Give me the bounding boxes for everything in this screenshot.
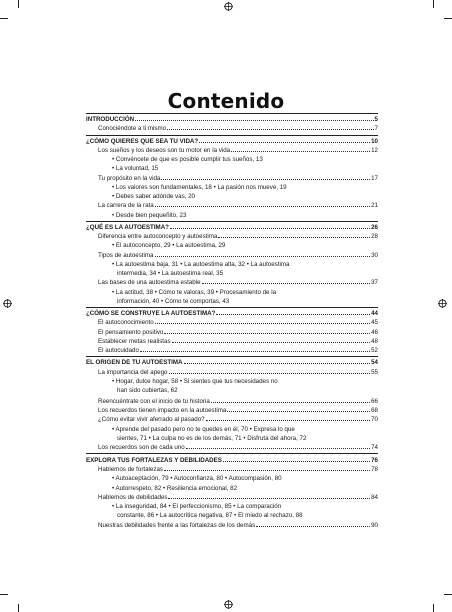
toc-entry-label: Conociéndote a ti mismo — [98, 125, 167, 133]
leader-dots — [167, 128, 373, 130]
toc-subtopic-line — [86, 241, 378, 250]
toc-page-number: 48 — [371, 337, 378, 345]
toc-section-heading — [86, 223, 378, 232]
toc-subtopic-line — [86, 386, 378, 395]
toc-chapter-entry — [86, 174, 378, 183]
toc-entry-label: ¿CÓMO SE CONSTRUYE LA AUTOESTIMA? — [86, 310, 216, 317]
registration-mark-top-icon — [224, 2, 233, 11]
toc-chapter-entry — [86, 337, 378, 346]
toc-entry-label: ¿QUÉ ES LA AUTOESTIMA? — [86, 223, 169, 231]
toc-entry-label: • Debes saber adónde vas, 20 — [112, 193, 196, 200]
leader-dots — [164, 469, 370, 471]
section-divider — [86, 113, 378, 114]
toc-chapter-entry — [86, 124, 378, 133]
toc-entry-label: Reencuéntrate con el inicio de tu historia — [98, 397, 210, 405]
leader-dots — [140, 350, 370, 352]
crop-mark-icon — [433, 0, 434, 8]
toc-section-heading — [86, 358, 378, 367]
toc-entry-label: Los recuerdos tienen impacto en la autoestima — [98, 407, 227, 414]
toc-entry-label: • La voluntad, 15 — [112, 165, 159, 173]
toc-page-number: 84 — [371, 493, 378, 501]
toc-chapter-entry — [86, 465, 378, 474]
toc-entry-label: ¿Cómo evitar vivir aferrado al pasado? — [98, 416, 205, 424]
leader-dots — [218, 236, 370, 238]
crop-mark-icon — [433, 604, 434, 612]
toc-entry-label: Tu propósito en la vida — [98, 174, 161, 182]
toc-subtopic-line — [86, 288, 378, 297]
toc-entry-label: EL ORIGEN DE TU AUTOESTIMA — [86, 359, 183, 367]
toc-section-heading — [86, 456, 378, 465]
section-divider — [86, 221, 378, 222]
leader-dots — [216, 313, 370, 315]
leader-dots — [186, 447, 370, 449]
toc-chapter-entry — [86, 232, 378, 241]
toc-entry-label: Hablemos de fortalezas — [98, 466, 164, 473]
toc-page-number: 7 — [374, 125, 378, 133]
toc-page-number: 74 — [371, 444, 378, 451]
toc-entry-label: sientes, 71 • La culpa no es de los demás, 71 • Disfruta del ahora, 72 — [117, 434, 307, 442]
toc-page-number: 17 — [371, 174, 378, 182]
toc-chapter-entry — [86, 328, 378, 337]
page-title: Contenido — [167, 89, 285, 114]
toc-entry-label: Hablemos de debilidades — [98, 493, 168, 501]
toc-entry-label: EXPLORA TUS FORTALEZAS Y DEBILIDADES — [86, 456, 222, 464]
registration-mark-bottom-icon — [224, 600, 233, 609]
crop-mark-icon — [18, 0, 19, 8]
toc-entry-label: información, 40 • Cómo te comportas, 43 — [117, 297, 230, 305]
toc-page-number: 76 — [371, 456, 378, 464]
toc-entry-label: Establecer metas realistas — [98, 337, 171, 345]
toc-chapter-entry — [86, 201, 378, 210]
toc-entry-label: El autocuidado — [98, 347, 139, 354]
toc-entry-label: • Aprende del pasado pero no te quedes en él, 70 • Expresa lo que — [112, 425, 295, 433]
toc-entry-label: • La inseguridad, 84 • El perfeccionismo, 85 • La comparación — [112, 503, 282, 510]
section-divider — [86, 135, 378, 136]
leader-dots — [202, 282, 371, 284]
toc-page-number: 5 — [374, 116, 378, 123]
toc-page-number: 90 — [371, 521, 378, 529]
toc-entry-label: • La actitud, 38 • Cómo te valoras, 39 • Procesamiento de la — [112, 288, 277, 296]
toc-entry-label: • Autoaceptación, 79 • Autoconfianza, 80 • Autocompasión, 80 — [112, 475, 282, 483]
toc-entry-label: Los recuerdos son de cada uno — [98, 444, 185, 451]
toc-chapter-entry — [86, 406, 378, 415]
toc-subtopic-line — [86, 269, 378, 278]
toc-entry-label: ¿CÓMO QUIERES QUE SEA TU VIDA? — [86, 137, 199, 145]
toc-subtopic-line — [86, 502, 378, 511]
leader-dots — [211, 401, 370, 403]
registration-mark-left-icon — [3, 299, 12, 308]
toc-entry-label: intermedia, 34 • La autoestima real, 35 — [117, 270, 224, 277]
toc-page-number: 52 — [371, 347, 378, 354]
toc-entry-label: Nuestras debilidades frente a las fortalezas de los demás — [98, 521, 256, 529]
toc-entry-label: • La autoestima baja, 31 • La autoestima alta, 32 • La autoestima — [112, 260, 290, 268]
toc-page-number: 46 — [371, 328, 378, 336]
toc-entry-label: • Autorrespeto, 82 • Resiliencia emocional, 82 — [112, 484, 238, 492]
table-of-contents — [86, 112, 378, 530]
crop-mark-icon — [444, 594, 452, 595]
toc-subtopic-line — [86, 474, 378, 483]
toc-entry-label: Las bases de una autoestima estable — [98, 279, 201, 287]
leader-dots — [155, 322, 370, 324]
toc-page-number: 28 — [371, 233, 378, 240]
toc-page-number: 55 — [371, 368, 378, 376]
toc-chapter-entry — [86, 368, 378, 377]
toc-section-heading — [86, 137, 378, 146]
toc-page-number: 78 — [371, 466, 378, 473]
toc-page-number: 30 — [371, 251, 378, 259]
leader-dots — [184, 362, 371, 364]
toc-page-number: 26 — [371, 223, 378, 231]
toc-entry-label: La carrera de la rata — [98, 202, 154, 210]
leader-dots — [169, 372, 371, 374]
toc-entry-label: Diferencia entre autoconcepto y autoestima — [98, 233, 218, 240]
crop-mark-icon — [0, 594, 8, 595]
section-divider — [86, 307, 378, 308]
toc-chapter-entry — [86, 278, 378, 287]
toc-entry-label: han sido cubiertas, 62 — [117, 387, 178, 394]
toc-subtopic-line — [86, 192, 378, 201]
toc-chapter-entry — [86, 443, 378, 452]
toc-entry-label: • Desde bien pequeñito, 23 — [112, 211, 187, 219]
leader-dots — [199, 141, 370, 143]
toc-page-number: 68 — [371, 407, 378, 414]
leader-dots — [223, 460, 370, 462]
leader-dots — [164, 332, 370, 334]
crop-mark-icon — [444, 18, 452, 19]
toc-entry-label: Los sueños y los deseos son tu motor en la vida — [98, 146, 231, 154]
toc-chapter-entry — [86, 397, 378, 406]
leader-dots — [256, 525, 370, 527]
toc-subtopic-line — [86, 425, 378, 434]
toc-chapter-entry — [86, 521, 378, 530]
toc-entry-label: El pensamiento positivo — [98, 328, 164, 336]
toc-entry-label: constante, 86 • La autocrítica negativa, 87 • El miedo al rechazo, 88 — [117, 512, 303, 520]
section-divider — [86, 356, 378, 357]
toc-page-number: 45 — [371, 319, 378, 327]
leader-dots — [161, 178, 370, 180]
leader-dots — [170, 227, 370, 229]
leader-dots — [172, 341, 371, 343]
toc-chapter-entry — [86, 318, 378, 327]
toc-page-number: 12 — [371, 146, 378, 154]
toc-chapter-entry — [86, 251, 378, 260]
toc-entry-label: • Los valores son fundamentales, 18 • La pasión nos mueve, 19 — [112, 183, 287, 191]
toc-page-number: 10 — [371, 137, 378, 145]
leader-dots — [135, 119, 373, 121]
toc-subtopic-line — [86, 297, 378, 306]
leader-dots — [206, 419, 370, 421]
leader-dots — [155, 205, 370, 207]
toc-entry-label: • Hogar, dulce hogar, 58 • Si sientes que tus necesidades no — [112, 377, 278, 385]
toc-chapter-entry — [86, 415, 378, 424]
section-divider — [86, 453, 378, 454]
leader-dots — [227, 410, 370, 412]
toc-entry-label: El autoconocimiento — [98, 319, 154, 327]
toc-subtopic-line — [86, 260, 378, 269]
toc-subtopic-line — [86, 377, 378, 386]
toc-entry-label: • El autoconcepto, 29 • La autoestima, 29 — [112, 242, 226, 250]
registration-mark-right-icon — [438, 299, 447, 308]
leader-dots — [168, 497, 370, 499]
toc-section-heading — [86, 309, 378, 318]
toc-entry-label: Tipos de autoestima — [98, 251, 154, 259]
toc-subtopic-line — [86, 211, 378, 220]
toc-page-number: 70 — [371, 416, 378, 424]
toc-page-number: 37 — [371, 279, 378, 287]
toc-subtopic-line — [86, 164, 378, 173]
toc-page-number: 66 — [371, 397, 378, 405]
toc-section-heading — [86, 115, 378, 124]
toc-subtopic-line — [86, 155, 378, 164]
toc-entry-label: La importancia del apego — [98, 368, 168, 376]
toc-chapter-entry — [86, 346, 378, 355]
toc-chapter-entry — [86, 146, 378, 155]
leader-dots — [231, 150, 370, 152]
toc-entry-label: • Convéncete de que es posible cumplir tus sueños, 13 — [112, 156, 263, 163]
crop-mark-icon — [0, 18, 8, 19]
toc-chapter-entry — [86, 493, 378, 502]
toc-entry-label: INTRODUCCIÓN — [86, 116, 135, 123]
crop-mark-icon — [18, 604, 19, 612]
toc-page-number: 54 — [371, 359, 378, 367]
toc-subtopic-line — [86, 183, 378, 192]
toc-page-number: 21 — [371, 202, 378, 210]
leader-dots — [155, 255, 371, 257]
toc-page-number: 44 — [371, 310, 378, 317]
toc-subtopic-line — [86, 434, 378, 443]
toc-subtopic-line — [86, 511, 378, 520]
toc-subtopic-line — [86, 484, 378, 493]
